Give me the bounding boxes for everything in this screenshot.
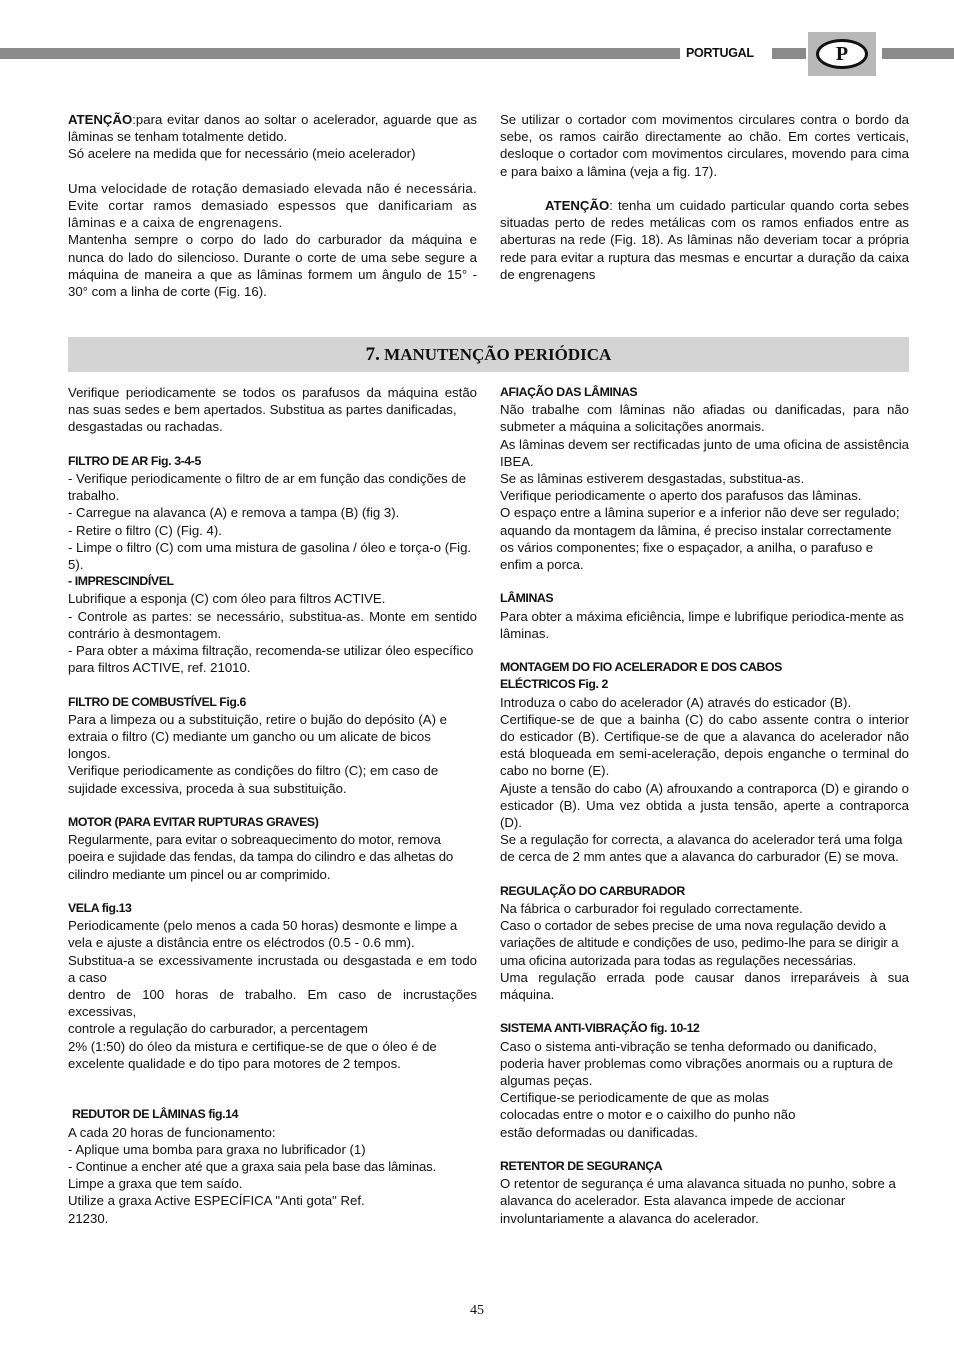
paragraph: Substitua-a se excessivamente incrustada ou desgastada e em todo a caso — [68, 952, 477, 985]
paragraph: controle a regulação do carburador, a percentagem — [68, 1021, 368, 1037]
paragraph: Ajuste a tensão do cabo (A) afrouxando a contraporca (D) e girando o esticador (B). Uma vez obtida a justa tensão, aperte a contraporca (D). — [500, 780, 909, 831]
list-item: - Para obter a máxima filtração, recomenda-se utilizar óleo específico para filtros ACTIVE, ref. 21010. — [68, 643, 474, 676]
list-item: - Carregue na alavanca (A) e remova a tampa (B) (fig 3). — [68, 505, 400, 521]
list-item: - Verifique periodicamente o filtro de ar em função das condições de trabalho. — [68, 471, 467, 504]
heading-anti-vibration: SISTEMA ANTI-VIBRAÇÃO fig. 10-12 — [500, 1021, 700, 1036]
paragraph: Verifique periodicamente o aperto dos parafusos das lâminas. — [500, 488, 862, 504]
heading-throttle-cable-cont: ELÉCTRICOS Fig. 2 — [500, 677, 608, 692]
paragraph: Se utilizar o cortador com movimentos circulares contra o bordo da sebe, os ramos cairão directamente ao chão. Em cortes verticais, desloque o cortador com movimentos circulares, movendo para cima e para baixo a lâmina (veja a fig. 17). — [500, 112, 909, 179]
heading-fuel-filter: FILTRO DE COMBUSTÍVEL Fig.6 — [68, 694, 246, 709]
paragraph: 2% (1:50) do óleo da mistura e certifique-se de que o óleo é de excelente qualidade e do tipo para motores de 2 tempos. — [68, 1038, 437, 1071]
section-number: 7. — [365, 344, 380, 365]
header-bar-right — [882, 48, 954, 59]
paragraph: 21230. — [68, 1210, 109, 1226]
top-right-column — [500, 111, 909, 283]
heading-spark-plug: VELA fig.13 — [68, 901, 132, 916]
heading-throttle-cable: MONTAGEM DO FIO ACELERADOR E DOS CABOS — [500, 660, 782, 675]
heading-air-filter: FILTRO DE AR Fig. 3-4-5 — [68, 453, 201, 468]
heading-essential: - IMPRESCINDÍVEL — [68, 574, 174, 589]
paragraph: Lubrifique a esponja (C) com óleo para filtros ACTIVE. — [68, 591, 386, 607]
heading-carburetor: REGULAÇÃO DO CARBURADOR — [500, 883, 685, 898]
heading-blade-reducer: REDUTOR DE LÂMINAS fig.14 — [72, 1107, 239, 1122]
paragraph: Verifique periodicamente as condições do filtro (C); em caso de sujidade excessiva, proceda à sua substituição. — [68, 763, 439, 796]
top-left-column — [68, 111, 477, 300]
list-item: - Retire o filtro (C) (Fig. 4). — [68, 522, 222, 538]
paragraph: Uma velocidade de rotação demasiado elevada não é necessária. Evite cortar ramos demasiado espessos que danificariam as lâminas e a caixa de engrenagens. — [68, 180, 477, 231]
right-column — [500, 384, 909, 1227]
paragraph: A cada 20 horas de funcionamento: — [68, 1124, 276, 1140]
header-bar-middle — [772, 48, 806, 59]
paragraph: Caso o sistema anti-vibração se tenha deformado ou danificado, poderia haver problemas como vibrações anormais ou a ruptura de algumas peças. — [500, 1038, 893, 1089]
paragraph: O espaço entre a lâmina superior e a inferior não deve ser regulado; aquando da montagem da lâmina, é preciso instalar correctamente os vários componentes; fixe o espaçador, a anilha, o parafuso e enfim a porca. — [500, 505, 900, 573]
paragraph: O retentor de segurança é uma alavanca situada no punho, sobre a alavanca do acelerador. Esta alavanca impede de accionar involuntariamente a alavanca do acelerador. — [500, 1176, 896, 1226]
heading-blade-sharpening: AFIAÇÃO DAS LÂMINAS — [500, 385, 638, 399]
heading-motor: MOTOR (PARA EVITAR RUPTURAS GRAVES) — [68, 815, 319, 830]
paragraph: Para obter a máxima eficiência, limpe e lubrifique periodica-mente as lâminas. — [500, 608, 904, 641]
paragraph: Na fábrica o carburador foi regulado correctamente. — [500, 901, 803, 917]
paragraph: Certifique-se periodicamente de que as molas — [500, 1090, 770, 1106]
paragraph: estão deformadas ou danificadas. — [500, 1124, 698, 1140]
attention-paragraph: ATENÇÃO: tenha um cuidado particular quando corta sebes situadas perto de redes metálicas com os ramos enfiados entre as aberturas na rede (Fig. 18). As lâminas não deveriam tocar a própria rede para evitar a ruptura das mesmas e encurtar a duração da caixa de engrenagens — [500, 198, 909, 282]
header-country-label: PORTUGAL — [686, 46, 754, 60]
left-column — [68, 384, 477, 1227]
page-number: 45 — [470, 1303, 484, 1318]
paragraph: colocadas entre o motor e o caixilho do punho não — [500, 1107, 796, 1123]
paragraph: Só acelere na medida que for necessário (meio acelerador) — [68, 146, 416, 162]
paragraph: Verifique periodicamente se todos os parafusos da máquina estão nas suas sedes e bem apertados. Substitua as partes danificadas, — [68, 385, 477, 418]
paragraph: vela e ajuste a distância entre os eléctrodos (0.5 - 0.6 mm). — [68, 935, 415, 951]
list-item: - Aplique uma bomba para graxa no lubrificador (1) — [68, 1141, 366, 1157]
paragraph: dentro de 100 horas de trabalho. Em caso de incrustações excessivas, — [68, 987, 477, 1020]
paragraph: Caso o cortador de sebes precise de uma nova regulação devido a variações de altitude e condições de uso, pedimo-lhe para se dirigir a uma oficina autorizada para todas as regulações necessárias. — [500, 918, 899, 968]
attention-paragraph: ATENÇÃO:para evitar danos ao soltar o acelerador, aguarde que as lâminas se tenham totalmente detido. — [68, 112, 477, 145]
language-badge: P — [816, 39, 868, 69]
list-item: - Limpe o filtro (C) com uma mistura de gasolina / óleo e torça-o (Fig. 5). — [68, 539, 472, 573]
paragraph: Introduza o cabo do acelerador (A) através do esticador (B). — [500, 694, 852, 710]
attention-label: ATENÇÃO — [545, 198, 610, 213]
paragraph: As lâminas devem ser rectificadas junto de uma oficina de assistência IBEA. — [500, 436, 910, 469]
heading-blades: LÂMINAS — [500, 591, 554, 606]
list-item: - Continue a encher até que a graxa saia pela base das lâminas. — [68, 1159, 437, 1175]
paragraph: Para a limpeza ou a substituição, retire o bujão do depósito (A) e — [68, 711, 447, 727]
paragraph: Regularmente, para evitar o sobreaquecimento do motor, remova poeira e sujidade das fendas, da tampa do cilindro e das alhetas do cilindro mediante um pincel ou ar comprimido. — [68, 832, 454, 882]
paragraph: Utilize a graxa Active ESPECÍFICA "Anti gota" Ref. — [68, 1193, 365, 1209]
paragraph: Limpe a graxa que tem saído. — [68, 1176, 243, 1192]
paragraph: Se a regulação for correcta, a alavanca do acelerador terá uma folga de cerca de 2 mm antes que a alavanca do carburador (E) se mova. — [500, 832, 903, 865]
paragraph: desgastadas ou rachadas. — [68, 419, 223, 435]
attention-label: ATENÇÃO — [68, 112, 133, 127]
paragraph: Mantenha sempre o corpo do lado do carburador da máquina e nunca do lado do silencioso. Durante o corte de uma sebe segure a máquina de maneira a que as lâminas formem um ângulo de 15° - 30° com a linha de corte (Fig. 16). — [68, 232, 477, 300]
heading-safety-lock: RETENTOR DE SEGURANÇA — [500, 1159, 663, 1174]
list-item: - Controle as partes: se necessário, substitua-as. Monte em sentido contrário à desmontagem. — [68, 608, 477, 641]
header-bar-left — [0, 48, 680, 59]
section-title: MANUTENÇÃO PERIÓDICA — [384, 345, 612, 364]
paragraph: Certifique-se de que a bainha (C) do cabo assente contra o interior do esticador (B). Certifique-se de que a alavanca do acelerador não está bloqueada em semi-aceleração, depois enganche o terminal do cabo no borne (E). — [500, 711, 909, 779]
paragraph: extraia o filtro (C) mediante um gancho ou um alicate de bicos longos. — [68, 729, 431, 762]
paragraph: Periodicamente (pelo menos a cada 50 horas) desmonte e limpe a — [68, 918, 458, 934]
paragraph: Uma regulação errada pode causar danos irreparáveis à sua máquina. — [500, 969, 909, 1003]
section-heading — [68, 337, 909, 372]
paragraph: Se as lâminas estiverem desgastadas, substitua-as. — [500, 471, 805, 487]
paragraph: Não trabalhe com lâminas não afiadas ou danificadas, para não submeter a máquina a solicitações anormais. — [500, 402, 909, 435]
